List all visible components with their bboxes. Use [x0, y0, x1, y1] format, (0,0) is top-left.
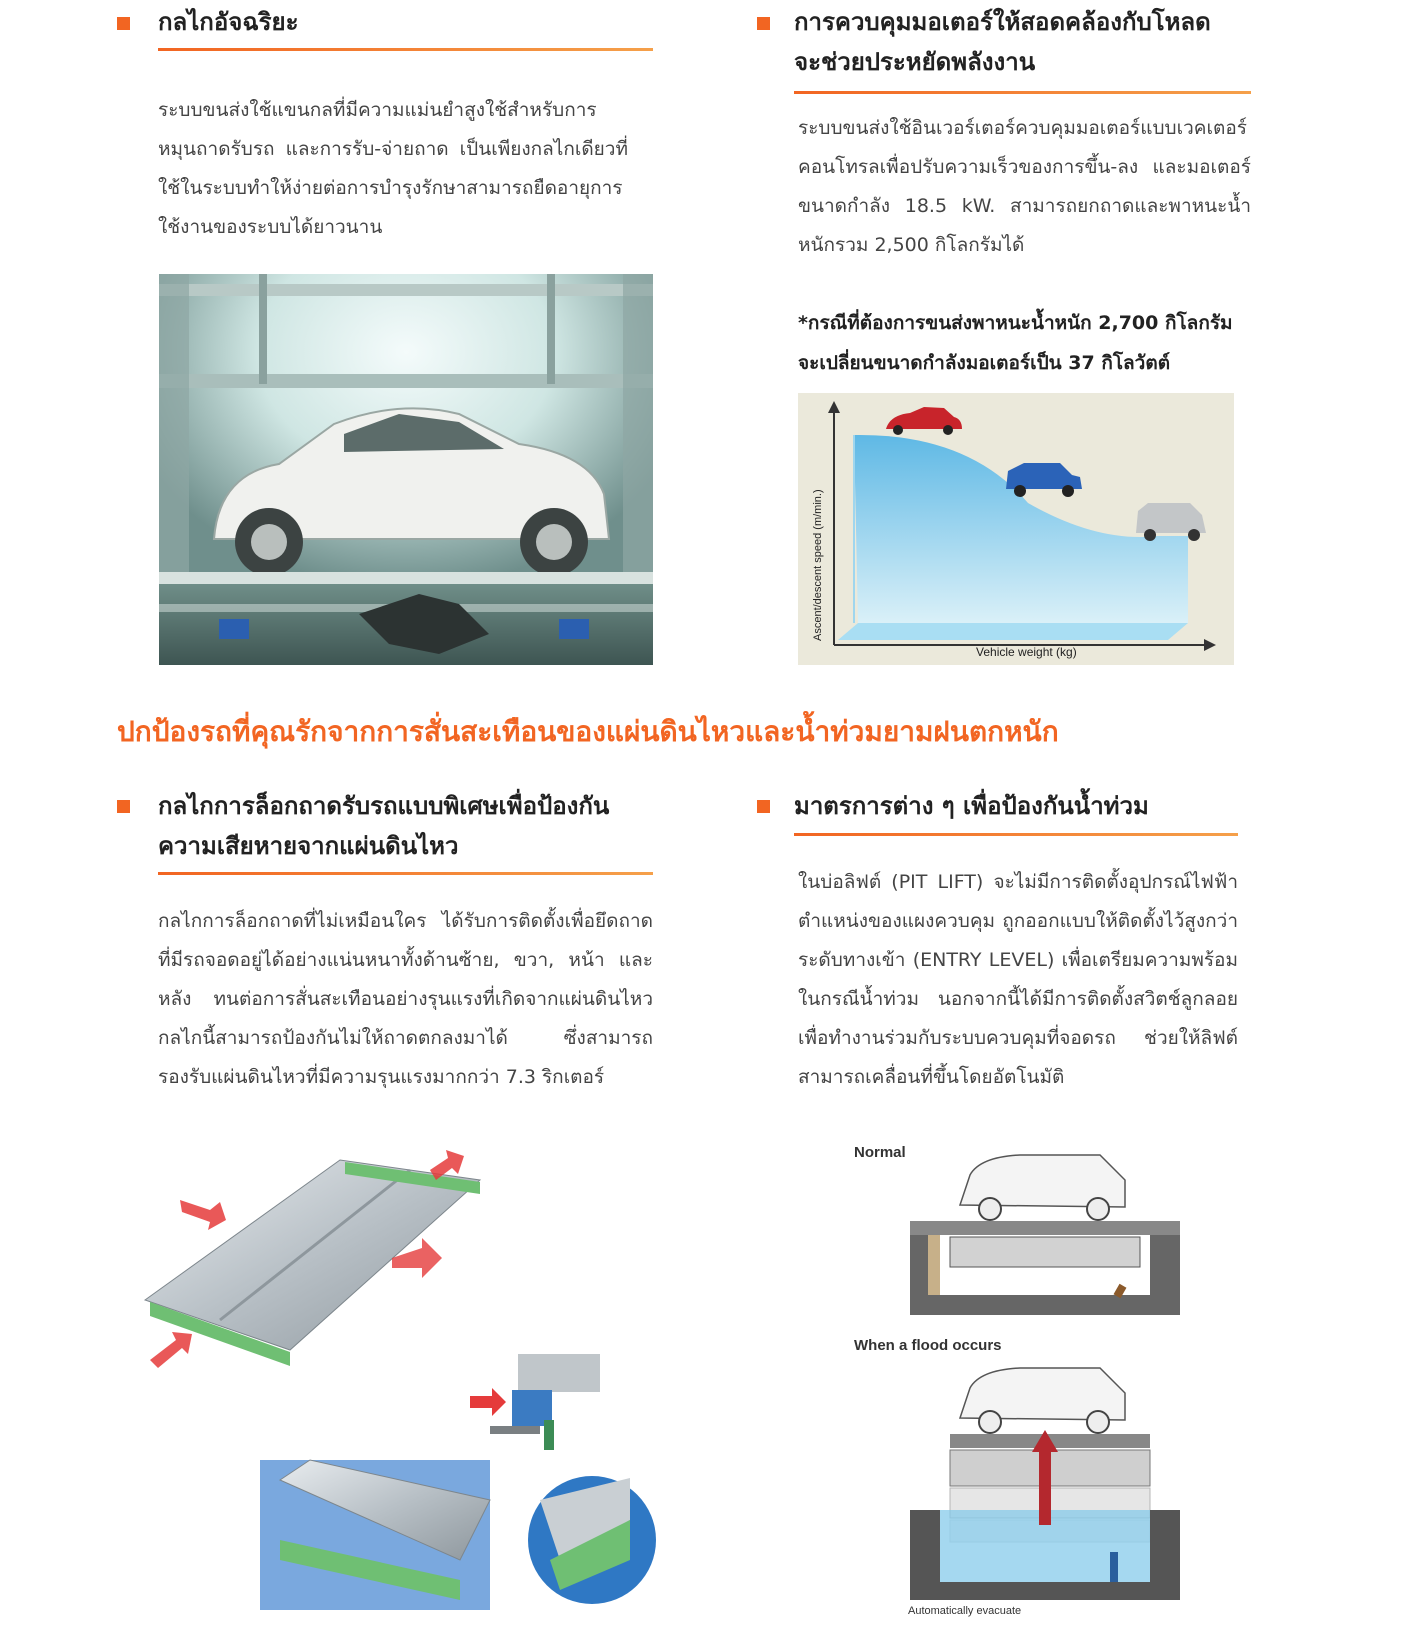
tray-lock-illustration	[130, 1140, 690, 1620]
heading-flood: มาตรการต่าง ๆ เพื่อป้องกันน้ำท่วม	[794, 792, 1149, 820]
heading-motor-control-line1: การควบคุมมอเตอร์ให้สอดคล้องกับโหลด	[794, 8, 1211, 36]
body-motor-control: ระบบขนส่งใช้อินเวอร์เตอร์ควบคุมมอเตอร์แบบเวคเตอร์คอนโทรลเพื่อปรับความเร็วของการขึ้น-ลง และมอเตอร์ขนาดกำลัง 18.5 kW. สามารถยกถาดและพาหนะน้ำหนักรวม 2,500 กิโลกรัมได้	[798, 117, 1251, 256]
heading-underline	[158, 872, 653, 875]
body-earthquake: กลไกการล็อกถาดที่ไม่เหมือนใคร ได้รับการติดตั้งเพื่อยึดถาดที่มีรถจอดอยู่ได้อย่างแน่นหนาทั้งด้านซ้าย, ขวา, หน้า และหลัง ทนต่อการสั่นสะเทือนอย่างรุนแรงที่เกิดจากแผ่นดินไหว กลไกนี้สามารถป้องกันไม่ให้ถาดตกลงมาได้ ซึ่งสามารถรองรับแผ่นดินไหวที่มีความรุนแรงมากกว่า 7.3 ริกเตอร์	[158, 910, 653, 1088]
heading-underline	[794, 833, 1238, 836]
label-normal: Normal	[854, 1144, 906, 1161]
heading-underline	[794, 91, 1251, 94]
normal-diagram	[910, 1145, 1180, 1315]
heading-motor-control-line2: จะช่วยประหยัดพลังงาน	[794, 48, 1036, 76]
heading-underline	[158, 48, 653, 51]
heading-earthquake-line2: ความเสียหายจากแผ่นดินไหว	[158, 832, 459, 860]
label-flood: When a flood occurs	[854, 1337, 1002, 1354]
section-bullet	[757, 17, 770, 30]
flood-diagram	[910, 1360, 1180, 1600]
chart-y-axis-label: Ascent/descent speed (m/min.)	[812, 489, 824, 641]
heading-earthquake-line1: กลไกการล็อกถาดรับรถแบบพิเศษเพื่อป้องกัน	[158, 792, 610, 820]
car-tray-photo	[159, 274, 653, 665]
chart-x-axis-label: Vehicle weight (kg)	[976, 645, 1077, 659]
body-flood: ในบ่อลิฟต์ (PIT LIFT) จะไม่มีการติดตั้งอุปกรณ์ไฟฟ้าตำแหน่งของแผงควบคุม ถูกออกแบบให้ติดตั้งไว้สูงกว่าระดับทางเข้า (ENTRY LEVEL) เพื่อเตรียมความพร้อมในกรณีน้ำท่วม นอกจากนี้ได้มีการติดตั้งสวิตช์ลูกลอยเพื่อทำงานร่วมกับระบบควบคุมที่จอดรถ ช่วยให้ลิฟต์สามารถเคลื่อนที่ขึ้นโดยอัตโนมัติ	[798, 871, 1238, 1088]
speed-weight-diagram	[798, 393, 1234, 665]
section-bullet	[117, 800, 130, 813]
section-bullet	[117, 17, 130, 30]
section-bullet	[757, 800, 770, 813]
banner-headline: ปกป้องรถที่คุณรักจากการสั่นสะเทือนของแผ่นดินไหวและน้ำท่วมยามฝนตกหนัก	[117, 715, 1059, 748]
note-line1: *กรณีที่ต้องการขนส่งพาหนะน้ำหนัก 2,700 กิโลกรัม	[798, 312, 1233, 334]
label-evacuate: Automatically evacuate	[908, 1605, 1022, 1617]
heading-smart-mechanism: กลไกอัจฉริยะ	[158, 8, 299, 36]
body-smart-mechanism: ระบบขนส่งใช้แขนกลที่มีความแม่นยำสูงใช้สำหรับการหมุนถาดรับรถ และการรับ-จ่ายถาด เป็นเพียงกลไกเดียวที่ใช้ในระบบทำให้ง่ายต่อการบำรุงรักษาสามารถยืดอายุการใช้งานของระบบได้ยาวนาน	[158, 99, 628, 238]
note-line2: จะเปลี่ยนขนาดกำลังมอเตอร์เป็น 37 กิโลวัตต์	[798, 352, 1171, 374]
